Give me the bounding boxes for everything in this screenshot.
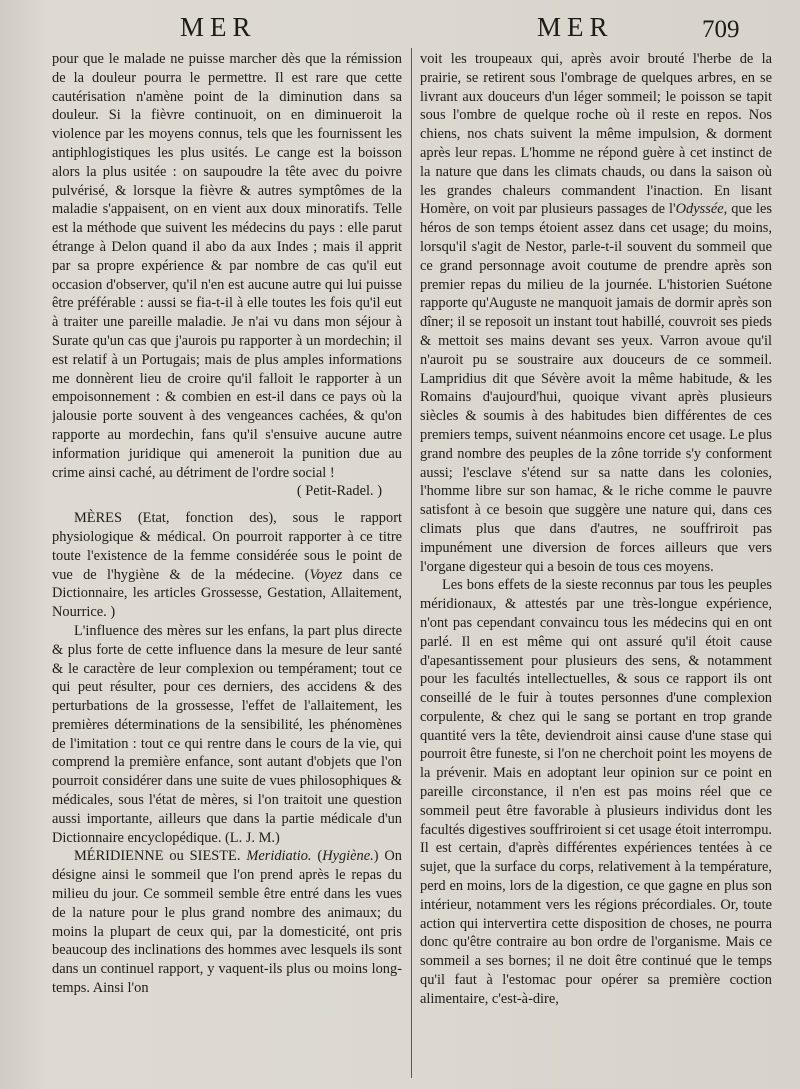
latin-term: Meridiatio. — [246, 848, 312, 865]
paragraph-continuation — [420, 50, 772, 576]
entry-meridienne — [52, 847, 402, 997]
paragraph-sieste-effects: Les bons effets de la sieste reconnus par tous les peuples méridionaux, & attestés par une très-longue expérience, n'ont pas cependant convaincu tous les médecins qui en ont parlé. Il en est même qui ont assuré qu'il étoit cause d'apesantissement pour plusieurs des sens, & notamment pour les facultés intellectuelles, & sous ce rapport ils ont conseillé de le fuir à toutes personnes d'une complexion corpulente, & chez qui le sang se portant en trop grande quantité vers la tête, deviendroit ainsi cause d'une stase qui pourroit être funeste, si l'on ne cherchoit point les moyens de la prévenir. Mais en adoptant leur opinion sur ce point en pareille circonstance, il n'en est pas moins réel que ce sommeil peut être favorable à plusieurs individus dont les facultés digestives souffriroient si cet usage étoit interrompu. Il est certain, d'après différentes expériences tentées à ce sujet, que la surface du corps, relativement à la température, perd en moins, lors de la digestion, ce que gagne en plus son intérieur, notamment vers les régions précordiales. Or, toute action qui intervertira cette disposition de choses, ne pourra donc qu'être contraire au bon ordre de l'organisme. Mais ce sommeil a ses bornes; il ne doit être continué que le temps qu'il faut à l'estomac pour opérer sa première coction alimentaire, c'est-à-dire, — [420, 577, 772, 1007]
paren-open: ( — [311, 848, 323, 865]
spacer — [52, 501, 402, 509]
entry-text: (Etat, fonction des), sous le rapport physiologique & médical. On pourroit rapporter à ce titre toute l'existence de la femme considérée sous le point de vue de l'hygiène & de la médecine. ( — [52, 510, 402, 583]
entry-headword: MÉRIDIENNE ou SIESTE. — [74, 848, 241, 865]
entry-meres — [52, 509, 402, 622]
column-rule — [411, 48, 412, 1078]
cross-ref-voyez: Voyez — [309, 566, 343, 583]
running-head-left: MER — [180, 12, 257, 42]
paragraph-influence: L'influence des mères sur les enfans, la part plus directe & plus forte de cette influence dans la mesure de leur santé & le caractère de leur complexion ou tempérament; tout ce qui peut résulter, pour ces derniers, des accidens & des perturbations de la grossesse, l'effet de l'allaitement, les premières déterminations de la sensibilité, les phénomènes de l'imitation : tout ce qui rentre dans le cours de la vie, qui comprend la première enfance, sont autant d'objets que l'on pourroit considérer dans une suite de vues philosophiques & médicales, sous l'état de mères, si l'on traitoit une question aussi importante, ailleurs que dans la partie médicale d'un Dictionnaire encyclopédique. (L. J. M.) — [52, 622, 402, 846]
text-part: , que les héros de son temps étoient assez dans cet usage; du moins, lorsqu'il s'agit de Nestor, parle-t-il souvent du sommeil que ce grand personnage avoit coutume de prendre après son premier repas du milieu de la journée. L'historien Suétone rapporte qu'Auguste ne manquoit jamais de dormir après son dîner; il se reposoit un instant tout habillé, couvroit ses pieds & mettoit ses mains devant ses yeux. Varron avoue qu'il n'auroit pu se soustraire aux douceurs de ce sommeil. Lampridius dit que Sévère avoit la même habitude, & les Romains d'aujourd'hui, quoique vivant après plusieurs siècles & soumis à des habitudes bien différentes de ces premiers temps, suivent néanmoins encore cet usage. Le plus grand nombre des peuples de la zône torride s'y conforment aussi; l'esclave s'étend sur sa natte dans les colonies, l'homme libre sur son hamac, & le riche comme le pauvre satisfont à ce besoin que suggère une nature qui, dans ces climats plus que dans d'autres, ne souffriroit pas impunément une diversion de forces ailleurs que vers l'organe digesteur qui a besoin de tous ces moyens. — [420, 201, 772, 575]
page-number: 709 — [702, 16, 740, 43]
work-title: Odyssée — [675, 201, 724, 218]
running-head-right: MER — [537, 12, 614, 42]
cross-ref-list: dans ce Dictionnaire, les articles Grossesse, Gestation, Allaitement, Nourrice. ) — [52, 566, 402, 621]
category-hygiene: Hygiène. — [322, 848, 374, 865]
entry-text: ) On désigne ainsi le sommeil que l'on prend après le repas du milieu du jour. Ce sommeil semble être entré dans les vues de la nature pour le plus grand nombre des animaux; du moins la plupart de ceux qui, par la domesticité, ont pris beaucoup des inclinations des hommes avec lesquels ils sont dans un continuel rapport, y vaquent-ils plus ou moins long-temps. Ainsi l'on — [52, 848, 402, 997]
paragraph-continuation: pour que le malade ne puisse marcher dès que la rémission de la douleur pourra le permettre. Il est rare que cette cautérisation n'amène point de la diminution dans sa douleur. Si la fièvre continuoit, on en diminueroit la violence par les moyens connus, tels que les fournissent les antiphlogistiques les plus usités. Le cange est la boisson alors la plus usitée : on saupoudre la tête avec du poivre pulvérisé, & lorsque la fièvre & autres symptômes de la maladie s'appaisent, on en vient aux doux minoratifs. Telle est la méthode que suivent les médecins du pays : elle parut étrange à Delon quand il abo da aux Indes ; mais il apprit par sa propre expérience & par nombre de cas qu'il eut occasion d'observer, qu'il n'en est aucune autre qui lui puisse être préférable : aussi se fia-t-il à elle toutes les fois qu'il eut à traiter une pareille maladie. Je n'ai vu dans mon séjour à Surate qu'un cas que j'aurois pu rapporter à un mordechin; il est relatif à un Portugais; mais de plus amples informations me donnèrent lieu de croire qu'il falloit le rapporter à un empoisonnement : & combien en est-il dans ce pays où la jalousie porte souvent à des vengeances cachées, & qu'on rapporte au mordechin, fans qu'il s'ensuive aucune autre information juridique qui ameneroit la punition due au crime ainsi caché, au détriment de l'ordre social ! — [52, 51, 402, 481]
text-part: voit les troupeaux qui, après avoir brouté l'herbe de la prairie, se retirent sous l'ombrage de quelques arbres, en se livrant aux douceurs d'un léger sommeil; le poisson se tapit sous l'ombre de quelque roche où il reste en repos. Nos chiens, nos chats suivent la même impulsion, & dorment après leur repas. L'homme ne répond guère à cet instinct de la nature que dans les climats chauds, ou dans la saison où les grandes chaleurs commandent l'inaction. En lisant Homère, on voit par plusieurs passages de l' — [420, 51, 772, 218]
right-column — [420, 50, 772, 1080]
left-column — [52, 50, 402, 1080]
entry-headword: MÈRES — [74, 510, 122, 527]
author-signature: ( Petit-Radel. ) — [296, 483, 382, 500]
